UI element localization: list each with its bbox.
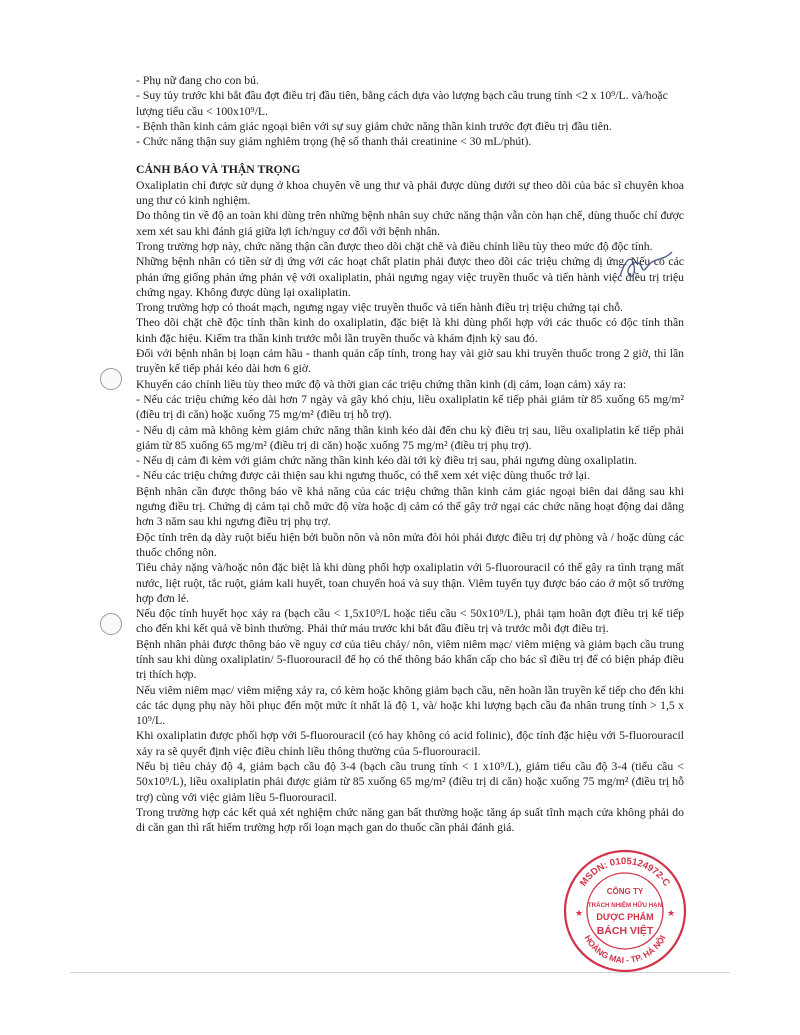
stamp-line3: DƯỢC PHẨM <box>596 912 654 922</box>
dosage-item: - Nếu các triệu chứng kéo dài hơn 7 ngày và gây khó chịu, liều oxaliplatin kế tiếp phải giảm từ 85 xuống 65 mg/m² (điều trị di căn) hoặc xuống 75 mg/m² (điều trị hỗ trợ). <box>136 392 684 422</box>
svg-text:★: ★ <box>574 908 584 918</box>
paragraph: Đối với bệnh nhân bị loạn cảm hầu - thanh quản cấp tính, trong hay vài giờ sau khi truyền thuốc trong 2 giờ, thì lần truyền kế tiếp phải kéo dài hơn 6 giờ. <box>136 347 684 376</box>
dosage-item: - Nếu dị cảm đi kèm với giảm chức năng thần kinh kéo dài tới kỳ điều trị sau, phải ngưng dùng oxaliplatin. <box>136 454 637 468</box>
paragraph: Bệnh nhân cần được thông báo về khả năng của các triệu chứng thần kinh cảm giác ngoại biên dai dẳng sau khi ngưng điều trị. Chứng dị cảm tại chỗ mức độ vừa hoặc dị cảm có thể gây trở ngại các chức năng hoạt động dai dẳng hơn 3 năm sau khi ngưng điều trị phụ trợ. <box>136 484 684 529</box>
company-stamp <box>560 846 690 976</box>
paragraph: Trong trường hợp này, chức năng thận cần được theo dõi chặt chẽ và điều chỉnh liều tùy theo mức độ độc tính. <box>136 239 653 253</box>
signature-icon <box>612 246 682 286</box>
stamp-bottom: HOÀNG MAI - TP. HÀ NỘI <box>582 933 668 966</box>
paragraph: Tiêu chảy nặng và/hoặc nôn đặc biệt là khi dùng phối hợp oxaliplatin với 5-fluorouracil có thể gây ra tình trạng mất nước, liệt ruột, tắc ruột, giảm kali huyết, toan chuyển hoá và suy thận. Viêm tuyến tụy được báo cáo ở một số trường hợp đơn lẻ. <box>136 561 684 605</box>
paragraph: Nếu độc tính huyết học xảy ra (bạch cầu < 1,5x10⁹/L hoặc tiểu cầu < 50x10⁹/L), phải tạm hoãn đợt điều trị kế tiếp cho đến khi kết quả về bình thường. Phải thử máu trước khi bắt đầu điều trị và trước mỗi đợt điều trị. <box>136 607 684 636</box>
stamp-line2: TRÁCH NHIỆM HỮU HẠN <box>587 902 663 909</box>
stamp-line4: BÁCH VIỆT <box>596 925 654 937</box>
punch-hole <box>100 368 122 390</box>
contraindication-item: - Phụ nữ đang cho con bú. <box>136 74 259 87</box>
punch-hole <box>100 613 122 635</box>
svg-text:★: ★ <box>666 908 676 918</box>
bottom-rule <box>70 972 730 973</box>
paragraph: Khuyến cáo chỉnh liều tùy theo mức độ và thời gian các triệu chứng thần kinh (dị cảm, loạn cảm) xảy ra: <box>136 377 627 391</box>
paragraph: Độc tính trên dạ dày ruột biểu hiện bởi buồn nôn và nôn mửa đòi hỏi phải được điều trị dự phòng và / hoặc dùng các thuốc chống nôn. <box>136 530 684 559</box>
paragraph: Trong trường hợp các kết quả xét nghiệm chức năng gan bất thường hoặc tăng áp suất tĩnh mạch cửa không phải do di căn gan thì rất hiếm trường hợp rối loạn mạch gan do thuốc cần phải đánh giá. <box>136 805 684 835</box>
paragraph: Bệnh nhân phải được thông báo về nguy cơ của tiêu chảy/ nôn, viêm niêm mạc/ viêm miệng và giảm bạch cầu trung tính sau khi dùng oxaliplatin/ 5-fluorouracil để họ có thể thông báo khẩn cấp cho bác sĩ điều trị để có biện pháp điều trị thích hợp. <box>136 637 684 682</box>
section-heading: CẢNH BÁO VÀ THẬN TRỌNG <box>136 163 301 177</box>
contraindication-item: - Chức năng thận suy giảm nghiêm trọng (hệ số thanh thải creatinine < 30 mL/phút). <box>136 135 532 149</box>
dosage-item: - Nếu các triệu chứng được cải thiện sau khi ngưng thuốc, có thể xem xét việc dùng thuốc trở lại. <box>136 469 590 483</box>
document-body <box>136 73 684 836</box>
paragraph: Những bệnh nhân có tiền sử dị ứng với các hoạt chất platin phải được theo dõi các triệu chứng dị ứng. Nếu có các phản ứng giống phản ứng phản vệ với oxaliplatin, phải ngưng ngay việc truyền thuốc và tiến hành việc điều trị triệu chứng ngay. Không được dùng lại oxaliplatin. <box>136 255 684 299</box>
contraindication-item: - Bệnh thần kinh cảm giác ngoại biên với sự suy giảm chức năng thần kinh trước đợt điều trị đầu tiên. <box>136 119 612 133</box>
paragraph: Nếu bị tiêu chảy độ 4, giảm bạch cầu độ 3-4 (bạch cầu trung tính < 1 x10⁹/L), giảm tiểu cầu độ 3-4 (tiểu cầu < 50x10⁹/L), liều oxaliplatin phải được giảm từ 85 xuống 65 mg/m² (điều trị di căn) hoặc xuống 75 mg/m² (điều trị hỗ trợ) cùng với việc giảm liều 5-fluorouracil. <box>136 760 684 804</box>
paragraph: Khi oxaliplatin được phối hợp với 5-fluorouracil (có hay không có acid folinic), độc tính đặc hiệu với 5-fluorouracil xảy ra sẽ quyết định việc điều chỉnh liều thông thường của 5-fluorouracil. <box>136 729 684 758</box>
stamp-code: MSDN: 0105124972-C <box>578 855 672 889</box>
paragraph: Nếu viêm niêm mạc/ viêm miệng xảy ra, có kèm hoặc không giảm bạch cầu, nên hoãn lần truyền kế tiếp cho đến khi các tác dụng phụ này hồi phục đến một mức ít nhất là độ 1, và/ hoặc khi lượng bạch cầu đa nhân trung tính > 1,5 x 10⁹/L. <box>136 683 684 728</box>
paragraph: Trong trường hợp có thoát mạch, ngưng ngay việc truyền thuốc và tiến hành điều trị triệu chứng tại chỗ. <box>136 301 623 315</box>
paragraph: Theo dõi chặt chẽ độc tính thần kinh do oxaliplatin, đặc biệt là khi dùng phối hợp với các thuốc có độc tính thần kinh đặc hiệu. Kiểm tra thần kinh trước mỗi lần truyền thuốc và khám định kỳ sau đó. <box>136 316 684 345</box>
paragraph: Oxaliplatin chỉ được sử dụng ở khoa chuyên về ung thư và phải được dùng dưới sự theo dõi của bác sĩ chuyên khoa ung thư có kinh nghiệm. <box>136 178 684 208</box>
paragraph: Do thông tin về độ an toàn khi dùng trên những bệnh nhân suy chức năng thận vẫn còn hạn chế, dùng thuốc chỉ được xem xét sau khi đánh giá giữa lợi ích/nguy cơ đối với bệnh nhân. <box>136 209 684 238</box>
dosage-item: - Nếu dị cảm mà không kèm giảm chức năng thần kinh kéo dài đến chu kỳ điều trị sau, liều oxaliplatin kế tiếp phải giảm từ 85 xuống 65 mg/m² (điều trị di căn) hoặc xuống 75 mg/m² (điều trị phụ trợ). <box>136 423 684 452</box>
contraindication-item: - Suy tủy trước khi bắt đầu đợt điều trị đầu tiên, bằng cách dựa vào lượng bạch cầu trung tính <2 x 10⁹/L. và/hoặc lượng tiểu cầu < 100x10⁹/L. <box>136 89 668 118</box>
stamp-line1: CÔNG TY <box>606 887 644 896</box>
